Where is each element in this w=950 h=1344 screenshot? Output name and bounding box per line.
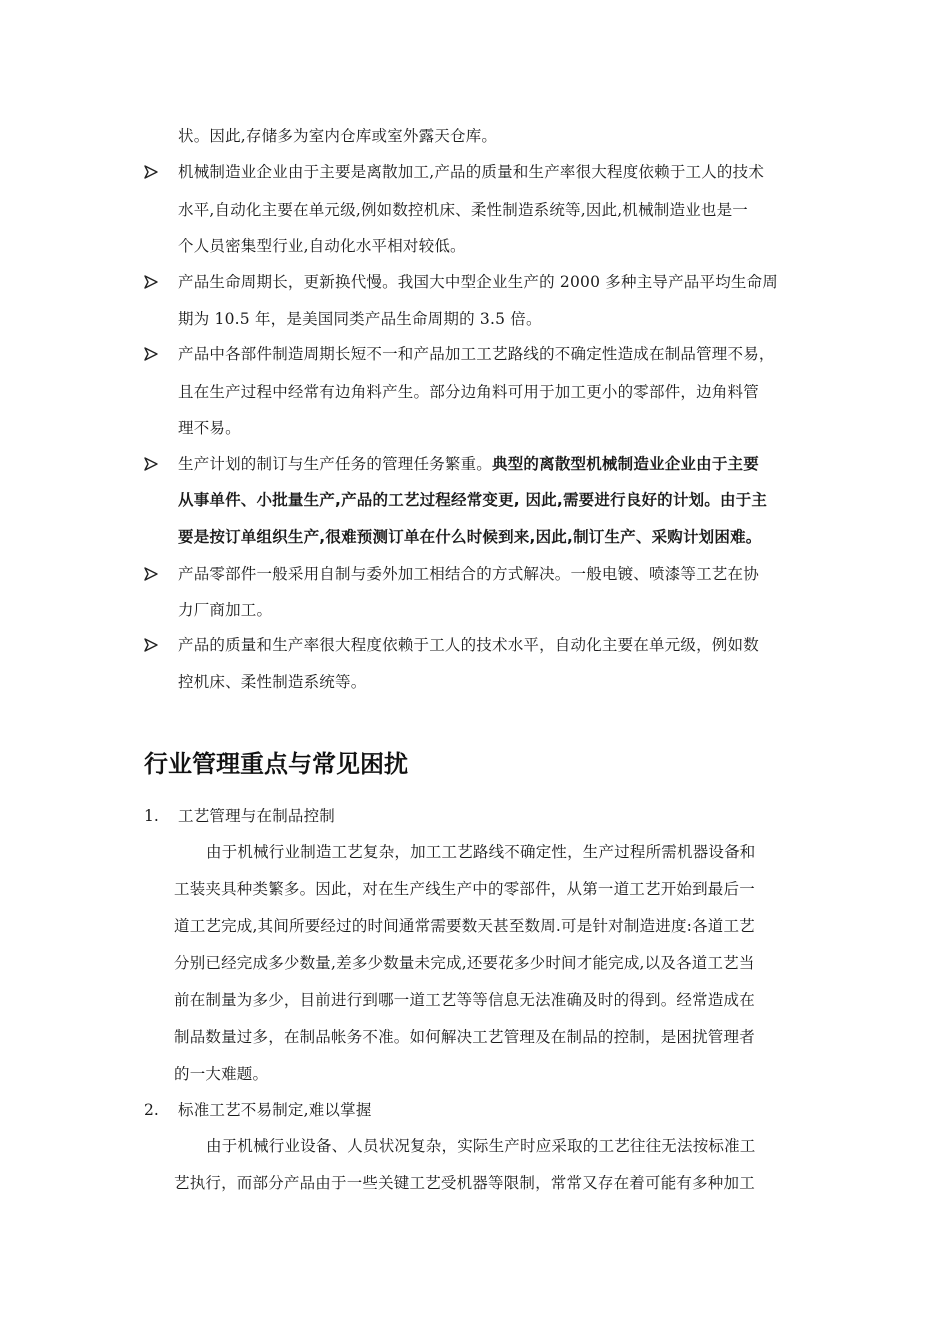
paragraph-line: 制品数量过多，在制品帐务不准。如何解决工艺管理及在制品的控制，是困扰管理者 — [174, 1028, 755, 1046]
paragraph-line: 分别已经完成多少数量,差多少数量未完成,还要花多少时间才能完成,以及各道工艺当 — [174, 954, 755, 972]
paragraph-line: 的一大难题。 — [174, 1065, 269, 1083]
bold-paragraph-line: 要是按订单组织生产,很难预测订单在什么时候到来,因此,制订生产、采购计划困难。 — [178, 528, 762, 546]
arrow-bullet-icon — [144, 638, 160, 652]
paragraph-line: 期为 10.5 年，是美国同类产品生命周期的 3.5 倍。 — [178, 310, 542, 328]
arrow-bullet-icon — [144, 165, 160, 179]
paragraph-line: 产品的质量和生产率很大程度依赖于工人的技术水平，自动化主要在单元级，例如数 — [178, 636, 759, 654]
paragraph-line: 由于机械行业制造工艺复杂，加工工艺路线不确定性，生产过程所需机器设备和 — [206, 843, 756, 861]
arrow-bullet-icon — [144, 347, 160, 361]
paragraph-line: 控机床、柔性制造系统等。 — [178, 673, 367, 691]
paragraph-line: 理不易。 — [178, 419, 241, 437]
paragraph-line: 个人员密集型行业,自动化水平相对较低。 — [178, 237, 466, 255]
arrow-bullet-icon — [144, 275, 160, 289]
paragraph-line: 前在制量为多少，目前进行到哪一道工艺等等信息无法准确及时的得到。经常造成在 — [174, 991, 755, 1009]
paragraph-line: 机械制造业企业由于主要是离散加工,产品的质量和生产率很大程度依赖于工人的技术 — [178, 163, 765, 181]
section-number: 1. — [144, 807, 159, 825]
bold-text: 典型的离散型机械制造业企业由于主要 — [492, 455, 759, 473]
paragraph-line: 产品生命周期长，更新换代慢。我国大中型企业生产的 2000 多种主导产品平均生命周 — [178, 273, 779, 291]
normal-text: 生产计划的制订与生产任务的管理任务繁重。 — [178, 455, 493, 473]
paragraph-line — [178, 454, 759, 474]
section-heading: 行业管理重点与常见困扰 — [144, 750, 408, 778]
paragraph-line: 水平,自动化主要在单元级,例如数控机床、柔性制造系统等,因此,机械制造业也是一 — [178, 201, 749, 219]
bold-paragraph-line: 从事单件、小批量生产,产品的工艺过程经常变更, 因此,需要进行良好的计划。由于主 — [178, 491, 768, 509]
paragraph-line: 艺执行，而部分产品由于一些关键工艺受机器等限制，常常又存在着可能有多种加工 — [174, 1174, 755, 1192]
section-title: 标准工艺不易制定,难以掌握 — [178, 1101, 372, 1119]
paragraph-line: 道工艺完成,其间所要经过的时间通常需要数天甚至数周.可是针对制造进度:各道工艺 — [174, 917, 755, 935]
paragraph-line: 产品中各部件制造周期长短不一和产品加工工艺路线的不确定性造成在制品管理不易， — [178, 345, 775, 363]
paragraph-line: 产品零部件一般采用自制与委外加工相结合的方式解决。一般电镀、喷漆等工艺在协 — [178, 565, 759, 583]
section-title: 工艺管理与在制品控制 — [178, 807, 336, 825]
section-number: 2. — [144, 1101, 159, 1119]
paragraph-line: 状。因此,存储多为室内仓库或室外露天仓库。 — [178, 127, 498, 145]
arrow-bullet-icon — [144, 457, 160, 471]
paragraph-line: 且在生产过程中经常有边角料产生。部分边角料可用于加工更小的零部件，边角料管 — [178, 383, 759, 401]
arrow-bullet-icon — [144, 567, 160, 581]
paragraph-line: 由于机械行业设备、人员状况复杂，实际生产时应采取的工艺往往无法按标准工 — [206, 1137, 756, 1155]
paragraph-line: 工装夹具种类繁多。因此，对在生产线生产中的零部件，从第一道工艺开始到最后一 — [174, 880, 755, 898]
paragraph-line: 力厂商加工。 — [178, 601, 273, 619]
